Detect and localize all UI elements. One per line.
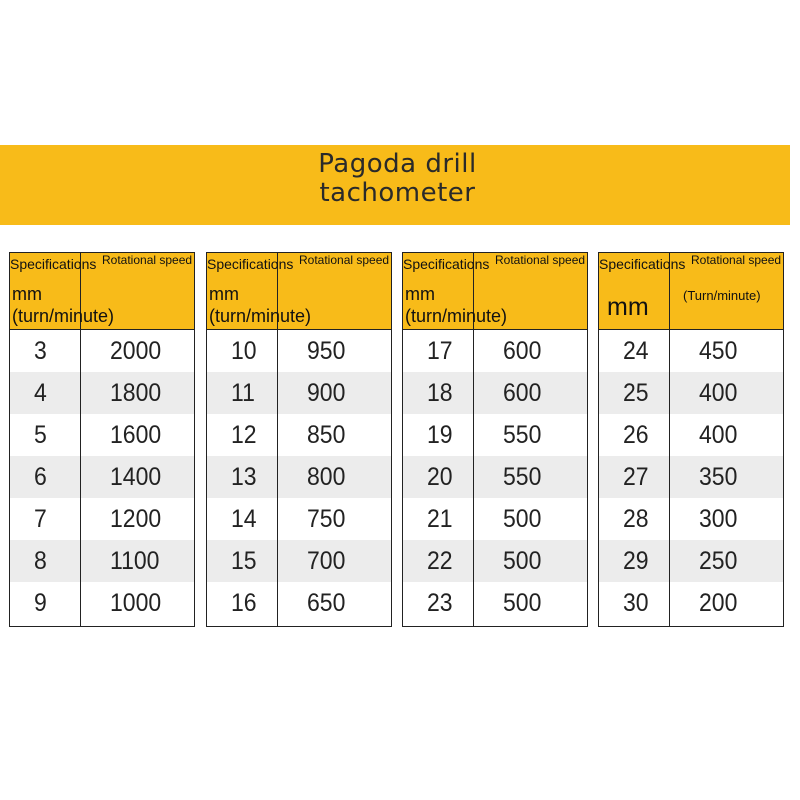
table-row <box>403 582 587 624</box>
spec-cell: 11 <box>231 379 255 407</box>
header-unit: (Turn/minute) <box>683 288 761 303</box>
table-row <box>599 540 783 582</box>
spec-cell: 8 <box>34 547 47 575</box>
speed-cell: 700 <box>307 547 346 575</box>
speed-cell: 2000 <box>110 337 162 365</box>
header-rotational-speed: Rotational speed <box>495 253 586 267</box>
speed-cell: 600 <box>503 379 542 407</box>
title-line-2: tachometer <box>319 178 476 208</box>
speed-cell: 300 <box>699 505 738 533</box>
header-specifications: Specifications <box>599 256 686 272</box>
spec-cell: 16 <box>231 589 257 617</box>
table-row <box>599 414 783 456</box>
header-mm: mm <box>209 284 239 304</box>
table-row <box>403 456 587 498</box>
table-row <box>207 456 391 498</box>
speed-cell: 1200 <box>110 505 162 533</box>
table-row <box>207 540 391 582</box>
spec-cell: 13 <box>231 463 257 491</box>
header-mm: mm <box>607 293 649 321</box>
table-row <box>10 540 194 582</box>
table-row <box>403 330 587 372</box>
spec-cell: 27 <box>623 463 649 491</box>
speed-cell: 1100 <box>110 547 160 575</box>
spec-cell: 10 <box>231 337 257 365</box>
table-header <box>207 253 391 330</box>
table-row <box>599 456 783 498</box>
header-rotational-speed: Rotational speed <box>102 253 193 267</box>
spec-cell: 18 <box>427 379 453 407</box>
header-mm: mm <box>12 284 42 304</box>
spec-cell: 12 <box>231 421 257 449</box>
header-unit: (turn/minute) <box>405 306 508 326</box>
speed-cell: 500 <box>503 505 542 533</box>
table-row <box>207 330 391 372</box>
table-row <box>403 414 587 456</box>
speed-cell: 650 <box>307 589 346 617</box>
speed-cell: 200 <box>699 589 738 617</box>
spec-cell: 19 <box>427 421 453 449</box>
table-row <box>207 414 391 456</box>
spec-cell: 5 <box>34 421 47 449</box>
speed-cell: 1800 <box>110 379 162 407</box>
table-row <box>599 330 783 372</box>
speed-cell: 500 <box>503 547 542 575</box>
spec-cell: 3 <box>34 337 47 365</box>
speed-table-1 <box>9 252 195 627</box>
spec-cell: 17 <box>427 337 453 365</box>
speed-cell: 400 <box>699 421 738 449</box>
spec-cell: 22 <box>427 547 453 575</box>
spec-cell: 4 <box>34 379 47 407</box>
speed-cell: 350 <box>699 463 738 491</box>
table-row <box>599 372 783 414</box>
header-rotational-speed: Rotational speed <box>299 253 390 267</box>
speed-cell: 750 <box>307 505 346 533</box>
spec-cell: 28 <box>623 505 649 533</box>
table-header <box>10 253 194 330</box>
page-title <box>0 150 795 208</box>
table-row <box>403 372 587 414</box>
speed-cell: 900 <box>307 379 346 407</box>
speed-table-4 <box>598 252 784 627</box>
speed-cell: 800 <box>307 463 346 491</box>
speed-table-2 <box>206 252 392 627</box>
title-line-1: Pagoda drill <box>318 149 477 179</box>
speed-cell: 550 <box>503 463 542 491</box>
spec-cell: 23 <box>427 589 453 617</box>
table-row <box>10 582 194 624</box>
table-row <box>599 498 783 540</box>
table-row <box>207 372 391 414</box>
speed-cell: 250 <box>699 547 738 575</box>
spec-cell: 9 <box>34 589 47 617</box>
speed-cell: 550 <box>503 421 542 449</box>
speed-cell: 950 <box>307 337 346 365</box>
speed-cell: 500 <box>503 589 542 617</box>
header-unit: (turn/minute) <box>12 306 115 326</box>
header-specifications: Specifications <box>403 256 490 272</box>
table-header <box>403 253 587 330</box>
spec-cell: 15 <box>231 547 257 575</box>
speed-cell: 1400 <box>110 463 162 491</box>
table-row <box>10 498 194 540</box>
header-specifications: Specifications <box>10 256 97 272</box>
spec-cell: 20 <box>427 463 453 491</box>
table-row <box>10 330 194 372</box>
spec-cell: 24 <box>623 337 649 365</box>
speed-cell: 400 <box>699 379 738 407</box>
spec-cell: 26 <box>623 421 649 449</box>
header-specifications: Specifications <box>207 256 294 272</box>
column-divider <box>669 253 670 626</box>
table-row <box>10 456 194 498</box>
table-row <box>10 372 194 414</box>
table-row <box>10 414 194 456</box>
spec-cell: 7 <box>34 505 47 533</box>
speed-table-3 <box>402 252 588 627</box>
speed-cell: 1000 <box>110 589 162 617</box>
speed-cell: 850 <box>307 421 346 449</box>
header-mm: mm <box>405 284 435 304</box>
header-unit: (turn/minute) <box>209 306 312 326</box>
speed-cell: 450 <box>699 337 738 365</box>
speed-cell: 600 <box>503 337 542 365</box>
spec-cell: 29 <box>623 547 649 575</box>
spec-cell: 21 <box>427 505 453 533</box>
table-row <box>207 498 391 540</box>
table-row <box>403 498 587 540</box>
spec-cell: 14 <box>231 505 257 533</box>
spec-cell: 30 <box>623 589 649 617</box>
table-header <box>599 253 783 330</box>
speed-cell: 1600 <box>110 421 162 449</box>
spec-cell: 6 <box>34 463 47 491</box>
table-row <box>207 582 391 624</box>
header-rotational-speed: Rotational speed <box>691 253 782 267</box>
table-row <box>403 540 587 582</box>
spec-cell: 25 <box>623 379 649 407</box>
table-row <box>599 582 783 624</box>
